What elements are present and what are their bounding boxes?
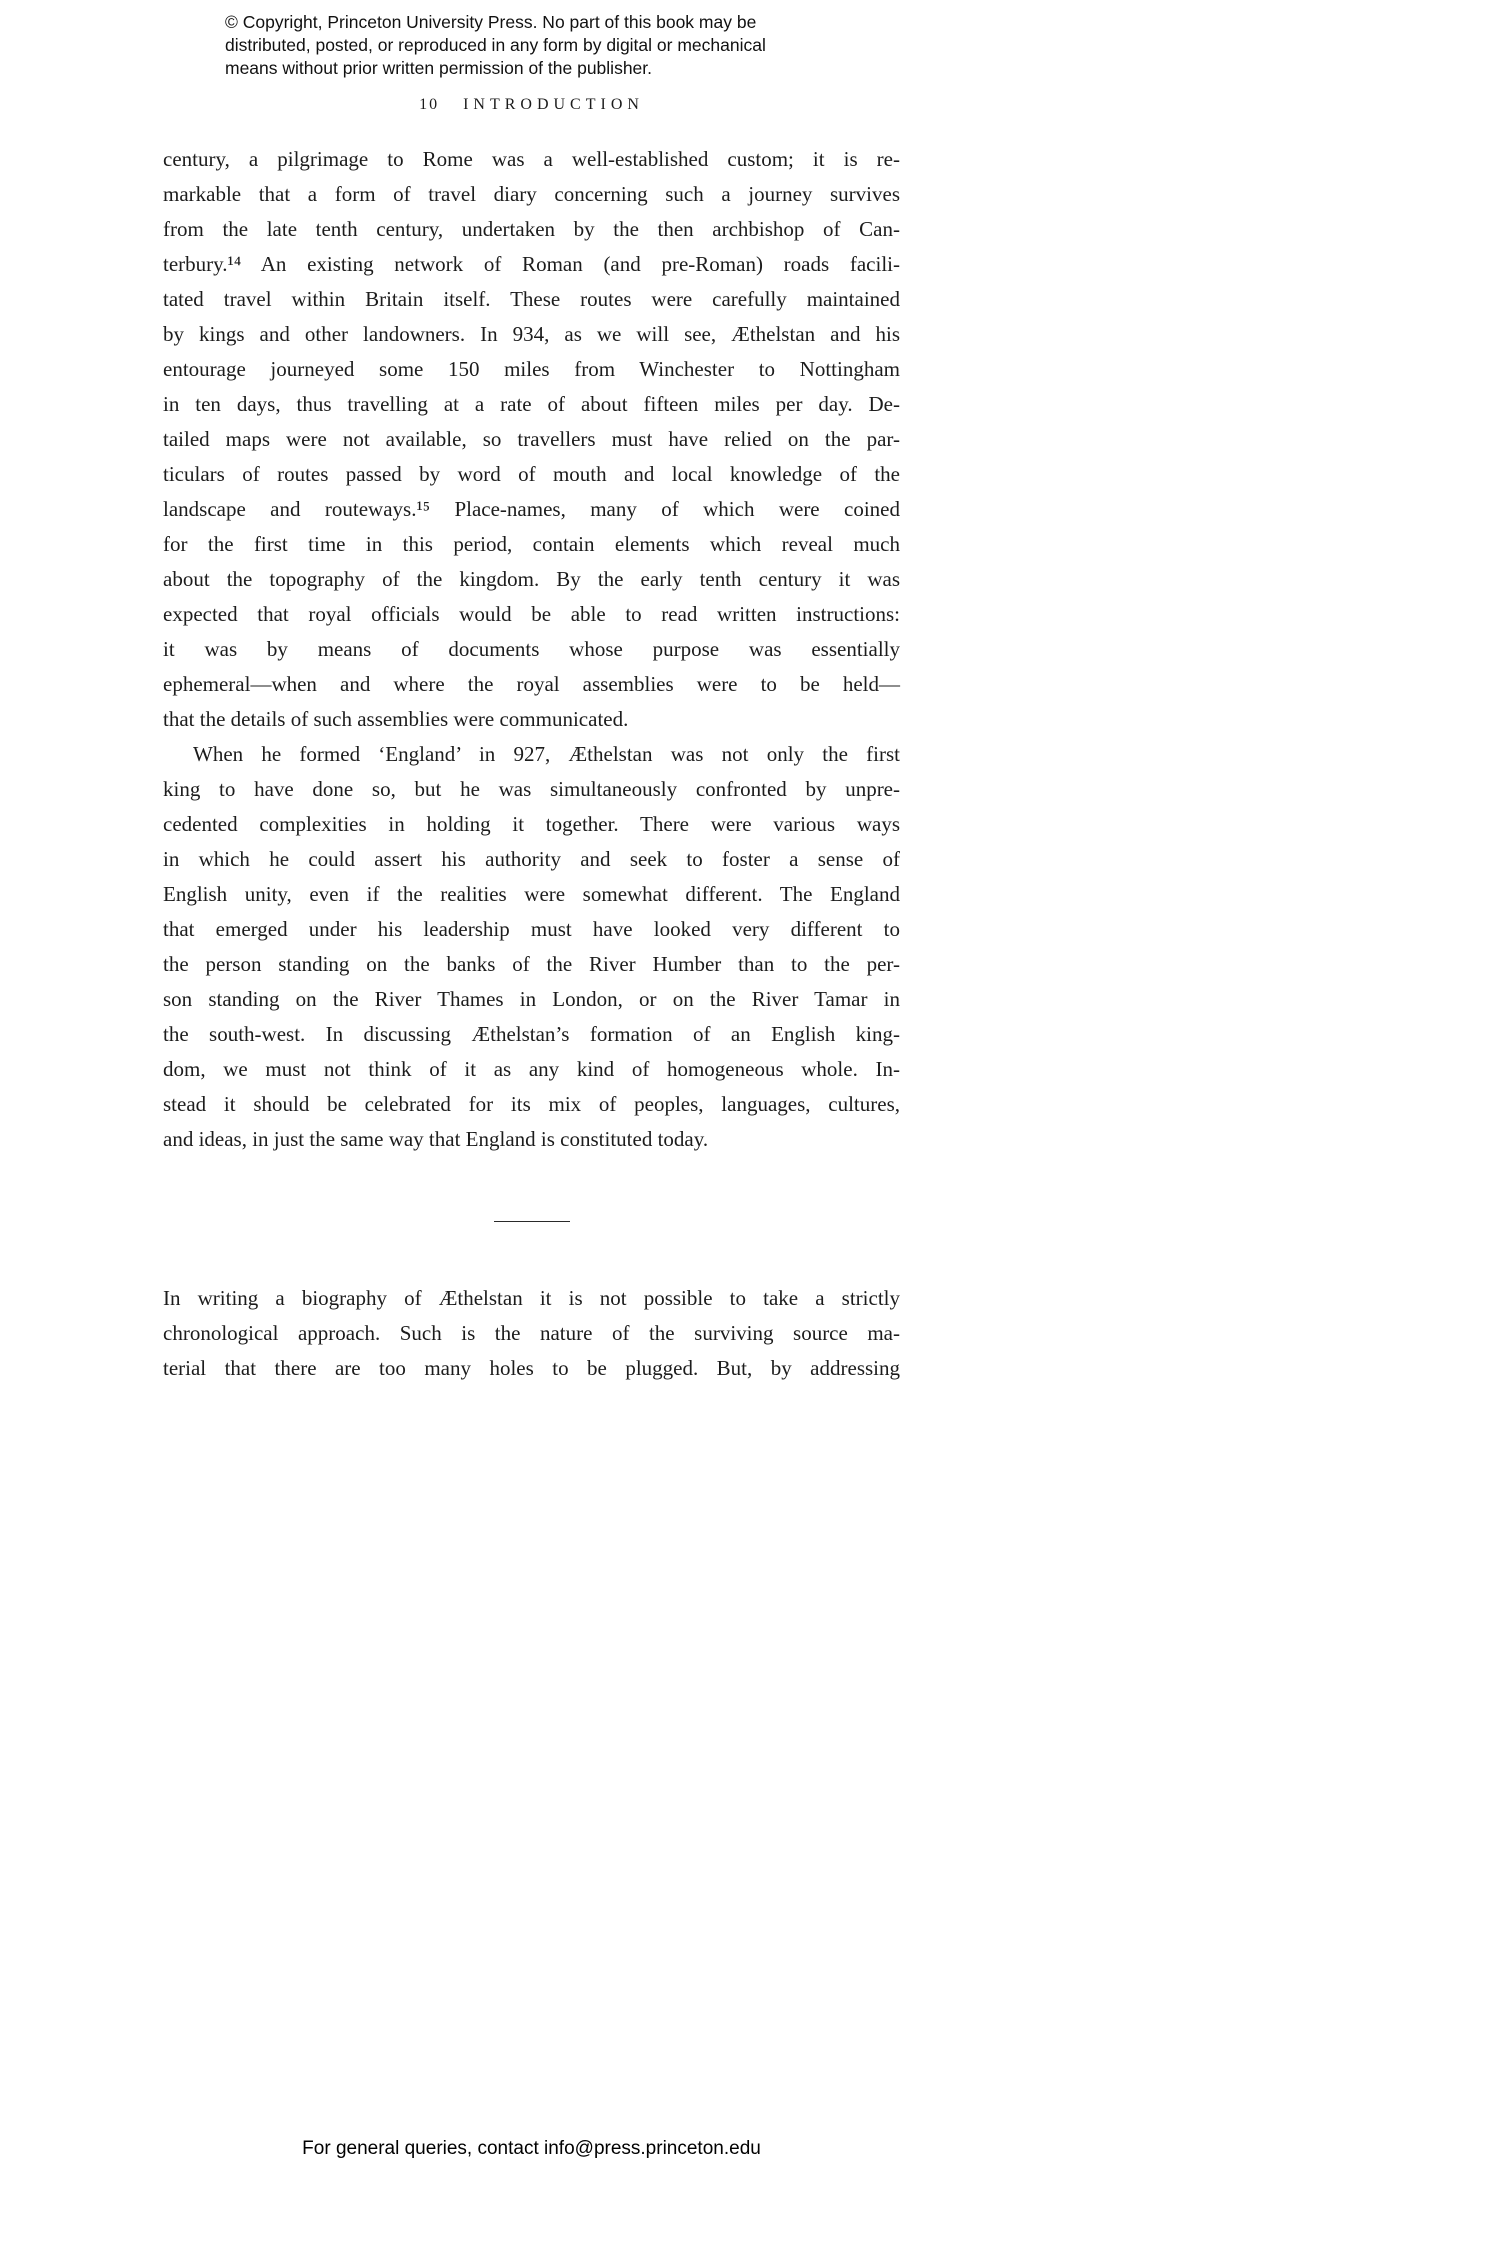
text-line: terbury.¹⁴ An existing network of Roman (and pre-Roman) roads facili- xyxy=(163,252,900,276)
text-line: the person standing on the banks of the River Humber than to the per- xyxy=(163,952,900,976)
text-line: in ten days, thus travelling at a rate of about fifteen miles per day. De- xyxy=(163,392,900,416)
text-line: landscape and routeways.¹⁵ Place-names, many of which were coined xyxy=(163,497,900,521)
text-line: about the topography of the kingdom. By the early tenth century it was xyxy=(163,567,900,591)
copyright-line: means without prior written permission of the publisher. xyxy=(225,58,653,78)
text-line: markable that a form of travel diary concerning such a journey survives xyxy=(163,182,900,206)
text-line: from the late tenth century, undertaken by the then archbishop of Can- xyxy=(163,217,900,241)
text-line: English unity, even if the realities were somewhat different. The England xyxy=(163,882,900,906)
copyright-notice xyxy=(225,11,766,80)
text-line: in which he could assert his authority and seek to foster a sense of xyxy=(163,847,900,871)
paragraph xyxy=(163,737,900,1157)
text-line: the south-west. In discussing Æthelstan’s formation of an English king- xyxy=(163,1022,900,1046)
copyright-line: © Copyright, Princeton University Press. No part of this book may be xyxy=(225,12,757,32)
text-line: stead it should be celebrated for its mix of peoples, languages, cultures, xyxy=(163,1092,900,1116)
text-line: it was by means of documents whose purpose was essentially xyxy=(163,637,900,661)
footer-contact: For general queries, contact info@press.princeton.edu xyxy=(302,2138,761,2159)
text-line: that the details of such assemblies were communicated. xyxy=(163,707,629,731)
text-line: entourage journeyed some 150 miles from Winchester to Nottingham xyxy=(163,357,900,381)
section-divider xyxy=(494,1221,570,1222)
running-header xyxy=(163,96,900,114)
text-line: dom, we must not think of it as any kind of homogeneous whole. In- xyxy=(163,1057,900,1081)
text-line: ticulars of routes passed by word of mouth and local knowledge of the xyxy=(163,462,900,486)
text-line: and ideas, in just the same way that England is constituted today. xyxy=(163,1127,709,1151)
copyright-line: distributed, posted, or reproduced in any form by digital or mechanical xyxy=(225,35,766,55)
page-number: 10 xyxy=(419,96,440,113)
section-title: INTRODUCTION xyxy=(463,96,644,113)
text-line: tated travel within Britain itself. These routes were carefully maintained xyxy=(163,287,900,311)
text-line: In writing a biography of Æthelstan it is not possible to take a strictly xyxy=(163,1286,900,1310)
text-line: When he formed ‘England’ in 927, Æthelstan was not only the first xyxy=(193,742,900,766)
text-line: cedented complexities in holding it together. There were various ways xyxy=(163,812,900,836)
text-line: ephemeral—when and where the royal assemblies were to be held— xyxy=(163,672,900,696)
text-line: by kings and other landowners. In 934, as we will see, Æthelstan and his xyxy=(163,322,900,346)
text-line: that emerged under his leadership must have looked very different to xyxy=(163,917,900,941)
paragraph xyxy=(163,142,900,737)
text-line: expected that royal officials would be able to read written instructions: xyxy=(163,602,900,626)
text-line: for the first time in this period, contain elements which reveal much xyxy=(163,532,900,556)
text-line: chronological approach. Such is the nature of the surviving source ma- xyxy=(163,1321,900,1345)
text-line: terial that there are too many holes to be plugged. But, by addressing xyxy=(163,1356,900,1380)
text-line: son standing on the River Thames in London, or on the River Tamar in xyxy=(163,987,900,1011)
text-line: century, a pilgrimage to Rome was a well-established custom; it is re- xyxy=(163,147,900,171)
text-line: tailed maps were not available, so travellers must have relied on the par- xyxy=(163,427,900,451)
body-text xyxy=(163,142,900,1386)
text-line: king to have done so, but he was simultaneously confronted by unpre- xyxy=(163,777,900,801)
paragraph xyxy=(163,1281,900,1386)
